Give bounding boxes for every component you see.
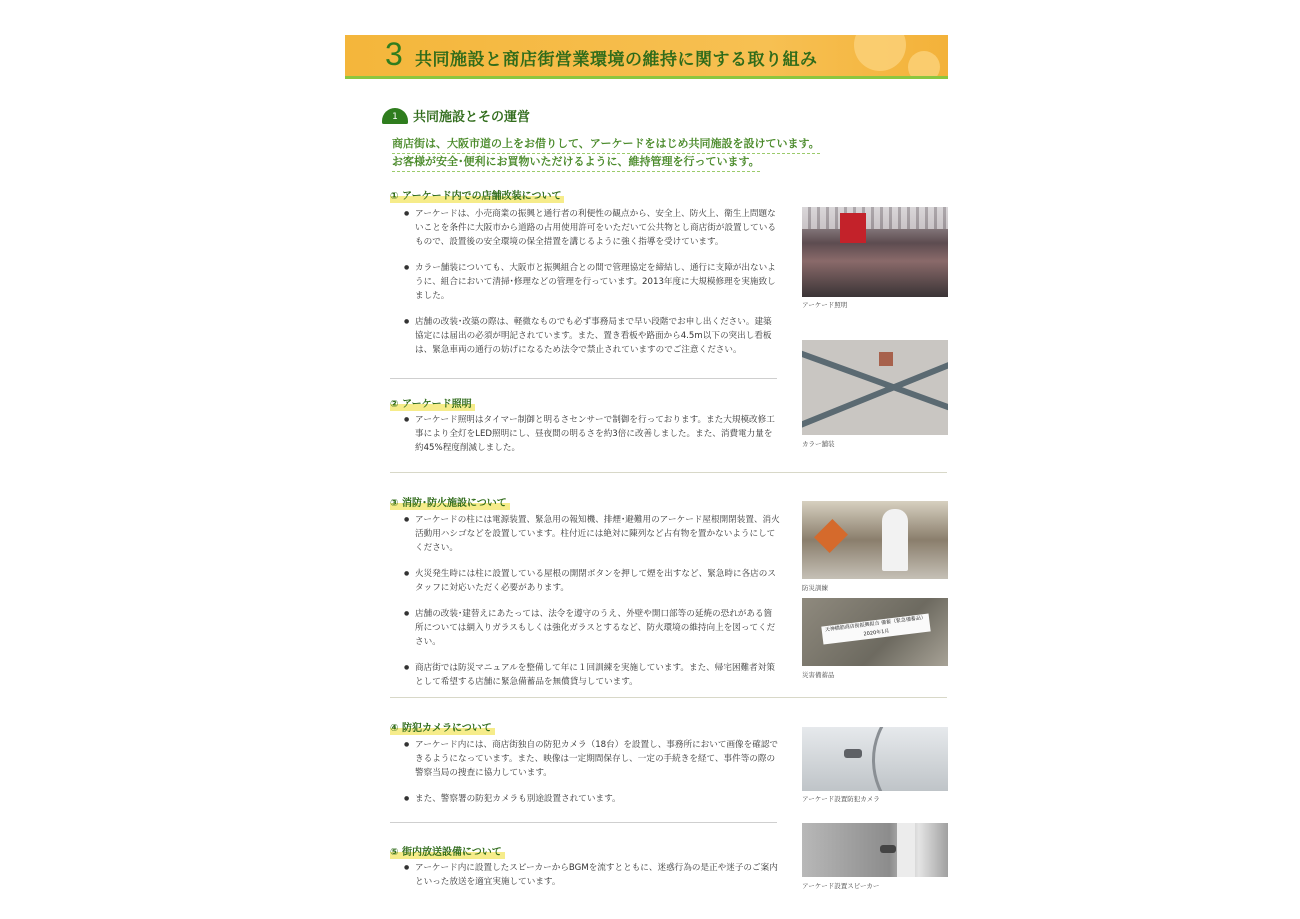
list-item: ● アーケード内には、商店街独自の防犯カメラ（18台）を設置し、事務所において画像を確認できるようになっています。また、映像は一定期間保存し、一定の手続きを経て、事件等の際の警察当局の捜査に協力しています。 (404, 738, 780, 780)
list-item: ● カラー舗装についても、大阪市と振興組合との間で管理協定を締結し、通行に支障が出ないように、組合において清掃･修理などの管理を行っています。2013年度に大規模修理を実施致しました。 (404, 261, 780, 303)
photo-caption: アーケード設置スピーカー (802, 882, 880, 890)
emergency-supplies-photo (802, 598, 948, 666)
decor-circle (854, 35, 906, 71)
color-paving-photo (802, 340, 948, 435)
list-item: ● 店舗の改装･建替えにあたっては、法令を遵守のうえ、外壁や開口部等の延焼の恐れがある箇所については網入りガラスもしくは強化ガラスとするなど、防火環境の維持向上を図ってください。 (404, 607, 780, 649)
photo-caption: 防災訓練 (802, 584, 828, 592)
topic-heading-2: ② アーケード照明 (390, 395, 475, 411)
list-item: ● アーケードは、小売商業の振興と通行者の利便性の観点から、安全上、防火上、衛生上問題ないことを条件に大阪市から道路の占用使用許可をいただいて公共物とし商店街が設置しているもので、設置後の安全環境の保全措置を講じるように強く指導を受けています。 (404, 207, 780, 249)
list-item: ● アーケード照明はタイマー制御と明るさセンサーで制御を行っております。また大規模改修工事により全灯をLED照明にし、昼夜間の明るさを約3倍に改善しました。また、消費電力量を約45%程度削減しました。 (404, 413, 780, 455)
list-item: ● 火災発生時には柱に設置している屋根の開閉ボタンを押して煙を出すなど、緊急時に各店のスタッフに対応いただく必要があります。 (404, 567, 780, 595)
list-item: ● また、警察署の防犯カメラも別途設置されています。 (404, 792, 780, 806)
topic-heading-5: ⑤ 街内放送設備について (390, 843, 505, 859)
lead-line-1: 商店街は、大阪市道の上をお借りして、アーケードをはじめ共同施設を設けています。 (392, 135, 820, 154)
photo-caption: アーケード照明 (802, 301, 848, 309)
divider (390, 697, 947, 698)
leaf-badge-icon: 1 (382, 108, 408, 124)
divider (390, 822, 777, 823)
photo-caption: カラー舗装 (802, 440, 835, 448)
camera-icon (844, 749, 862, 758)
divider (390, 378, 777, 379)
lead-line-2: お客様が安全･便利にお買物いただけるように、維持管理を行っています。 (392, 153, 760, 172)
chapter-number: 3 (385, 36, 403, 72)
page-header (345, 35, 948, 79)
security-camera-photo (802, 727, 948, 791)
topic-heading-3: ③ 消防･防火施設について (390, 494, 510, 510)
list-item: ● アーケード内に設置したスピーカーからBGMを流すとともに、迷惑行為の是正や迷子のご案内といった放送を適宜実施しています。 (404, 861, 780, 889)
section-title: 共同施設とその運営 (413, 110, 531, 125)
photo-caption: アーケード設置防犯カメラ (802, 795, 880, 803)
topic-list-4 (404, 738, 780, 818)
list-item: ● 商店街では防災マニュアルを整備して年に１回訓練を実施しています。また、帰宅困難者対策として希望する店舗に緊急備蓄品を無償貸与しています。 (404, 661, 780, 689)
supplies-label: 天神橋筋商店街振興組合 備蓄（緊急備蓄品） 2020年1月 (821, 613, 930, 644)
divider (390, 472, 947, 473)
speaker-photo (802, 823, 948, 877)
topic-list-3 (404, 513, 780, 701)
list-item: ● 店舗の改装･改築の際は、軽微なものでも必ず事務局まで早い段階でお申し出ください。建築協定には届出の必須が明記されています。また、置き看板や路面から4.5m以下の突出し看板は、緊急車両の通行の妨げになるため法令で禁止されていますのでご注意ください。 (404, 315, 780, 357)
disaster-drill-photo (802, 501, 948, 579)
arcade-lighting-photo (802, 207, 948, 297)
topic-list-1 (404, 207, 780, 369)
decor-circle (908, 51, 940, 79)
list-item: ● アーケードの柱には電源装置、緊急用の報知機、排煙･避難用のアーケード屋根開閉装置、消火活動用ハシゴなどを設置しています。柱付近には絶対に陳列など占有物を置かないようにしてください。 (404, 513, 780, 555)
topic-list-5 (404, 861, 780, 901)
topic-heading-1: ① アーケード内での店舗改装について (390, 187, 564, 203)
photo-caption: 災害備蓄品 (802, 671, 835, 679)
speaker-icon (880, 845, 896, 853)
topic-heading-4: ④ 防犯カメラについて (390, 719, 495, 735)
topic-list-2 (404, 413, 780, 467)
chapter-title: 共同施設と商店街営業環境の維持に関する取り組み (415, 50, 818, 70)
